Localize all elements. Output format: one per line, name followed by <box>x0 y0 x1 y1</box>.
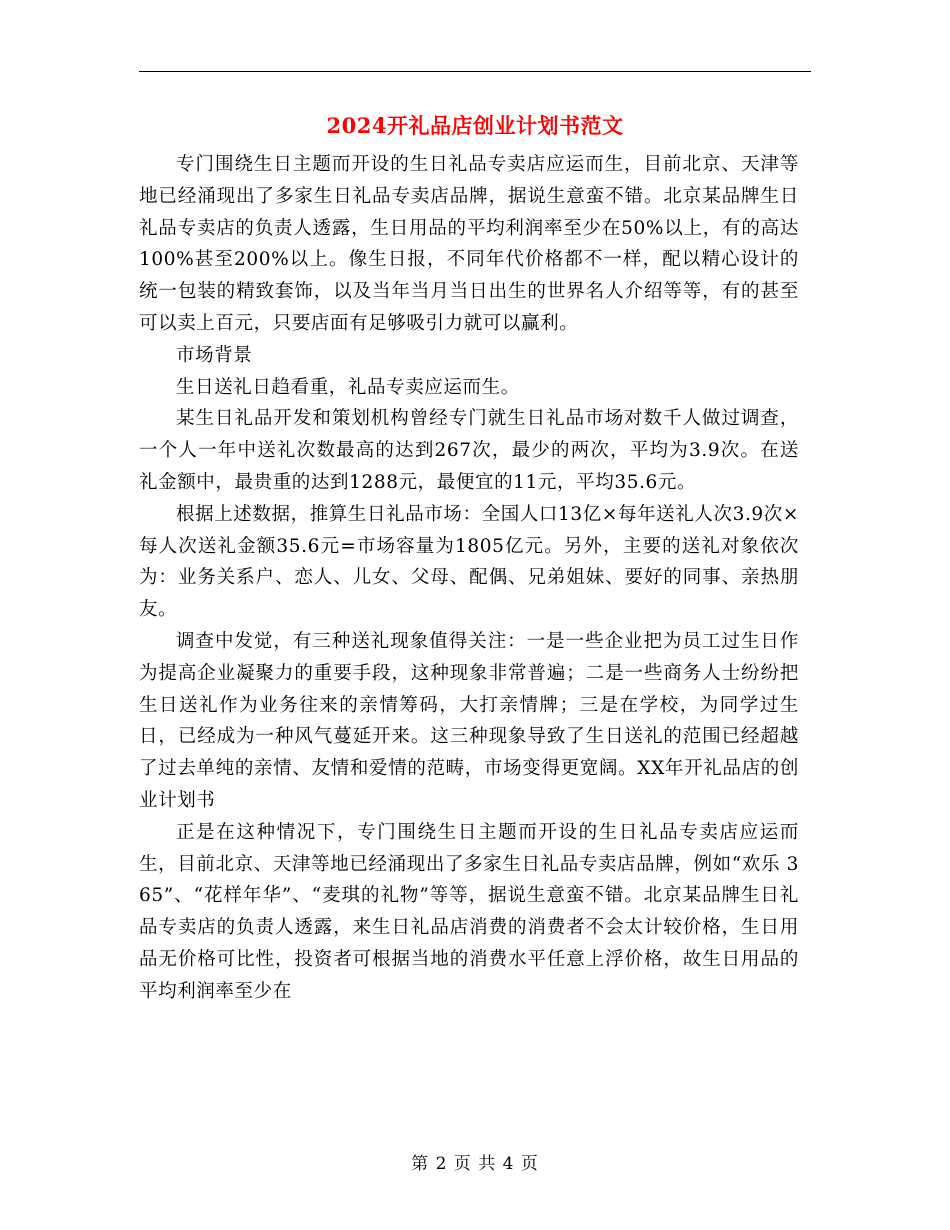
document-body <box>139 149 799 1008</box>
paragraph-market-estimate: 根据上述数据，推算生日礼品市场：全国人口13亿×每年送礼人次3.9次×每人次送礼金额35.6元=市场容量为1805亿元。另外，主要的送礼对象依次为：业务关系户、恋人、儿女、父母、配偶、兄弟姐妹、要好的同事、亲热朋友。 <box>139 503 799 621</box>
paragraph-stores: 正是在这种情况下，专门围绕生日主题而开设的生日礼品专卖店应运而生，目前北京、天津等地已经涌现出了多家生日礼品专卖店品牌，例如“欢乐 365”、“花样年华”、“麦琪的礼物”等等，据说生意蛮不错。北京某品牌生日礼品专卖店的负责人透露，来生日礼品店消费的消费者不会太计较价格，生日用品无价格可比性，投资者可根据当地的消费水平任意上浮价格，故生日用品的平均利润率至少在 <box>139 821 799 1002</box>
paragraph-survey: 某生日礼品开发和策划机构曾经专门就生日礼品市场对数千人做过调查，一个人一年中送礼次数最高的达到267次，最少的两次，平均为3.9次。在送礼金额中，最贵重的达到1288元，最便宜的11元，平均35.6元。 <box>139 408 799 493</box>
paragraph-background: 生日送礼日趋看重，礼品专卖应运而生。 <box>176 376 520 398</box>
header-rule <box>139 71 811 72</box>
paragraph-section-heading: 市场背景 <box>176 344 253 366</box>
paragraph-intro: 专门围绕生日主题而开设的生日礼品专卖店应运而生，目前北京、天津等地已经涌现出了多家生日礼品专卖店品牌，据说生意蛮不错。北京某品牌生日礼品专卖店的负责人透露，生日用品的平均利润率至少在50%以上，有的高达100%甚至200%以上。像生日报，不同年代价格都不一样，配以精心设计的统一包装的精致套饰，以及当年当月当日出生的世界名人介绍等等，有的甚至可以卖上百元，只要店面有足够吸引力就可以赢利。 <box>139 154 799 334</box>
paragraph-phenomena: 调查中发觉，有三种送礼现象值得关注：一是一些企业把为员工过生日作为提高企业凝聚力的重要手段，这种现象非常普遍；二是一些商务人士纷纷把生日送礼作为业务往来的亲情筹码，大打亲情牌；三是在学校，为同学过生日，已经成为一种风气蔓延开来。这三种现象导致了生日送礼的范围已经超越了过去单纯的亲情、友情和爱情的范畴，市场变得更宽阔。XX年开礼品店的创业计划书 <box>139 630 799 811</box>
page-number-footer: 第 2 页 共 4 页 <box>411 1154 539 1174</box>
document-title: 2024开礼品店创业计划书范文 <box>326 113 624 138</box>
